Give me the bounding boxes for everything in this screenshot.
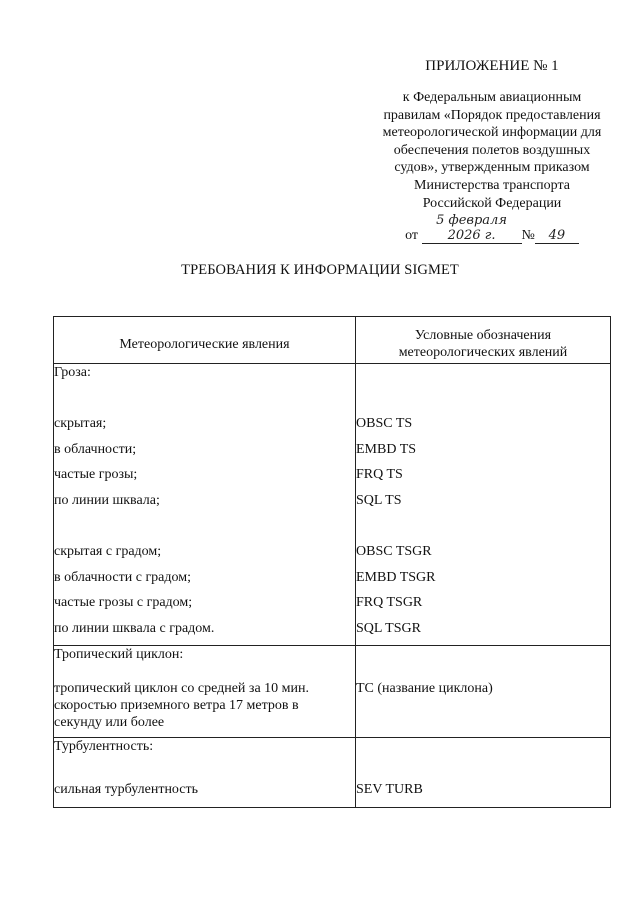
handwritten-date: 5 февраля 2026 г. xyxy=(422,213,522,244)
handwritten-number: 49 xyxy=(535,228,579,244)
ref-line: Российской Федерации xyxy=(422,195,562,211)
table-header-row xyxy=(54,317,611,364)
group-title: Гроза: xyxy=(54,365,91,380)
phenomenon-code: EMBD TS xyxy=(356,441,417,457)
phenomenon-code: EMBD TSGR xyxy=(356,569,436,585)
order-date-line xyxy=(363,213,621,244)
phenomenon-name: скрытая; xyxy=(54,416,107,431)
table-row-tropical-cyclone xyxy=(54,646,611,738)
phenomena-cell xyxy=(54,737,356,807)
appendix-block xyxy=(363,58,621,244)
header-line: Условные обозначения xyxy=(414,328,552,343)
phenomenon-name: по линии шквала с градом. xyxy=(54,620,215,636)
phenomena-cell xyxy=(54,364,356,646)
table-row-thunderstorm xyxy=(54,364,611,646)
phenomenon-name: частые грозы с градом; xyxy=(54,595,193,610)
phenomenon-name: скрытая с градом; xyxy=(54,544,162,559)
phenomenon-code: FRQ TSGR xyxy=(356,595,423,610)
phenomenon-name: в облачности; xyxy=(54,441,137,457)
phenomenon-name: частые грозы; xyxy=(54,467,138,482)
phenomenon-name: в облачности с градом; xyxy=(54,569,192,585)
phenomena-cell xyxy=(54,646,356,738)
number-sign: № xyxy=(521,227,535,243)
phenomenon-code: SQL TS xyxy=(356,492,402,508)
ref-line: Министерства транспорта xyxy=(414,177,570,193)
ref-line: судов», утвержденным приказом xyxy=(394,160,590,176)
ref-line: к Федеральным авиационным xyxy=(402,90,582,105)
ref-line: правилам «Порядок предоставления xyxy=(383,107,601,123)
appendix-reference xyxy=(363,89,621,244)
phenomenon-name: сильная турбулентность xyxy=(54,782,198,797)
phenomenon-code: SQL TSGR xyxy=(356,620,421,636)
phenomenon-code: FRQ TS xyxy=(356,467,403,482)
codes-cell xyxy=(356,646,611,738)
sigmet-table xyxy=(53,316,611,808)
group-title: Турбулентность: xyxy=(54,738,154,754)
phenomenon-code: SEV TURB xyxy=(356,782,423,797)
column-header-codes xyxy=(356,317,611,364)
phenomenon-code: OBSC TS xyxy=(356,416,413,431)
group-title: Тропический циклон: xyxy=(54,647,184,662)
ref-line: обеспечения полетов воздушных xyxy=(393,142,591,158)
header-line: метеорологических явлений xyxy=(398,345,568,360)
page-heading: ТРЕБОВАНИЯ К ИНФОРМАЦИИ SIGMET xyxy=(181,262,459,278)
phenomenon-name: по линии шквала; xyxy=(54,492,160,508)
table-row-turbulence xyxy=(54,737,611,807)
phenomenon-code: TC (название циклона) xyxy=(356,680,493,696)
codes-cell xyxy=(356,364,611,646)
codes-cell xyxy=(356,737,611,807)
appendix-title: ПРИЛОЖЕНИЕ № 1 xyxy=(425,58,559,74)
date-prefix: от xyxy=(405,227,419,243)
ref-line: метеорологической информации для xyxy=(382,125,602,141)
phenomenon-name: тропический циклон со средней за 10 мин. скоростью приземного ветра 17 метров в секунду или более xyxy=(54,680,310,730)
phenomenon-code: OBSC TSGR xyxy=(356,544,432,559)
column-header-phenomena: Метеорологические явления xyxy=(54,317,356,364)
